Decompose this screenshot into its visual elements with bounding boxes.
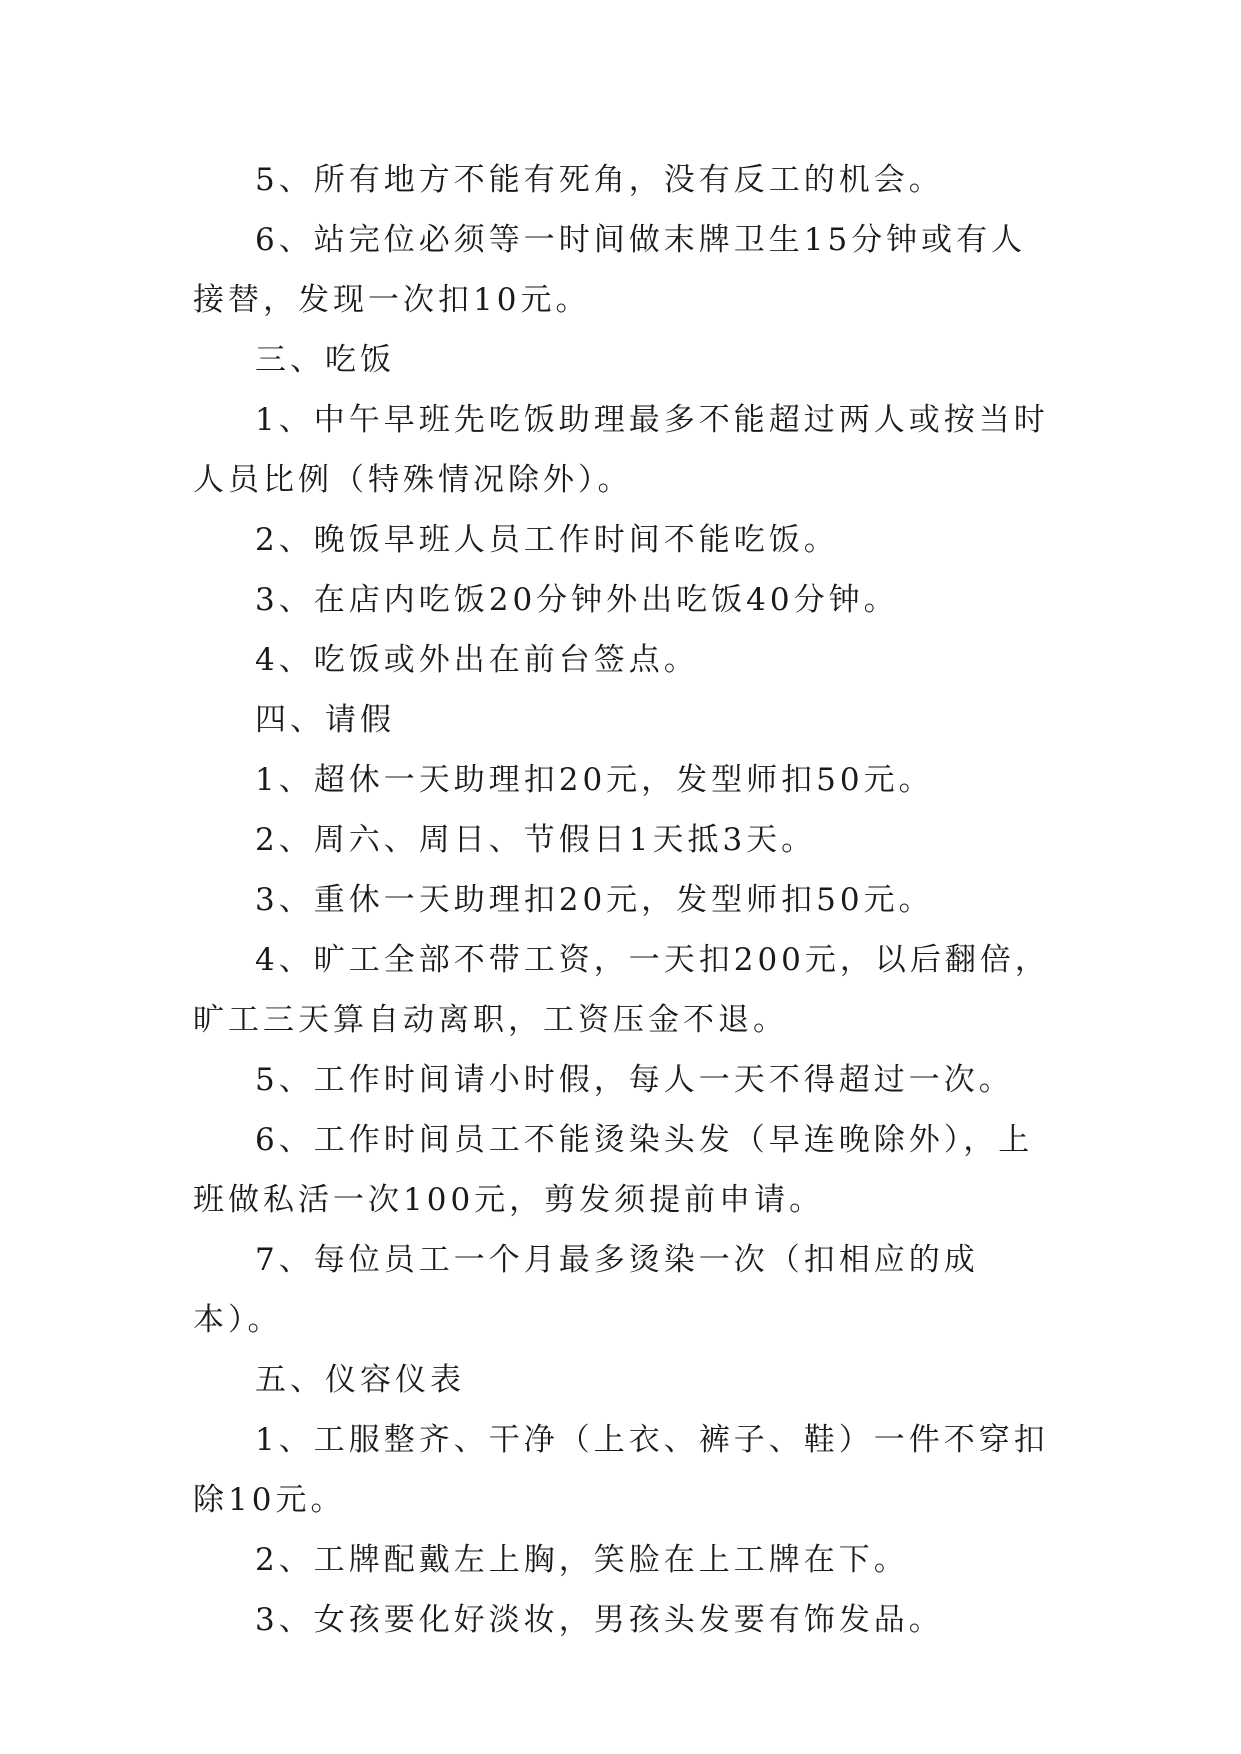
paragraph-leave-rule-1: 1、超休一天助理扣20元，发型师扣50元。 xyxy=(255,762,934,798)
paragraph-leave-rule-6: 6、工作时间员工不能烫染头发（早连晚除外），上班做私活一次100元，剪发须提前申请。 xyxy=(193,1122,1034,1218)
paragraph-appearance-rule-2: 2、工牌配戴左上胸，笑脸在上工牌在下。 xyxy=(255,1542,909,1578)
paragraph-leave-rule-3: 3、重休一天助理扣20元，发型师扣50元。 xyxy=(255,882,934,918)
paragraph-leave-rule-5: 5、工作时间请小时假，每人一天不得超过一次。 xyxy=(255,1062,1014,1098)
paragraph-meal-rule-1: 1、中午早班先吃饭助理最多不能超过两人或按当时人员比例（特殊情况除外）。 xyxy=(193,402,1049,498)
paragraph-meal-rule-4: 4、吃饭或外出在前台签点。 xyxy=(255,642,699,678)
section-heading-meals: 三、吃饭 xyxy=(255,342,395,378)
paragraph-rule-5-dead-corners: 5、所有地方不能有死角，没有反工的机会。 xyxy=(255,162,944,198)
document-body xyxy=(193,150,1059,1650)
paragraph-appearance-rule-1: 1、工服整齐、干净（上衣、裤子、鞋）一件不穿扣除10元。 xyxy=(193,1422,1049,1518)
paragraph-leave-rule-7: 7、每位员工一个月最多烫染一次（扣相应的成本）。 xyxy=(193,1242,979,1338)
section-heading-appearance: 五、仪容仪表 xyxy=(255,1362,465,1398)
paragraph-leave-rule-4: 4、旷工全部不带工资，一天扣200元，以后翻倍，旷工三天算自动离职，工资压金不退。 xyxy=(193,942,1050,1038)
paragraph-appearance-rule-3: 3、女孩要化好淡妆，男孩头发要有饰发品。 xyxy=(255,1602,944,1638)
paragraph-leave-rule-2: 2、周六、周日、节假日1天抵3天。 xyxy=(255,822,817,858)
paragraph-meal-rule-2: 2、晚饭早班人员工作时间不能吃饭。 xyxy=(255,522,839,558)
paragraph-rule-6-station-hygiene: 6、站完位必须等一时间做末牌卫生15分钟或有人接替，发现一次扣10元。 xyxy=(193,222,1027,318)
section-heading-leave: 四、请假 xyxy=(255,702,395,738)
paragraph-meal-rule-3: 3、在店内吃饭20分钟外出吃饭40分钟。 xyxy=(255,582,899,618)
